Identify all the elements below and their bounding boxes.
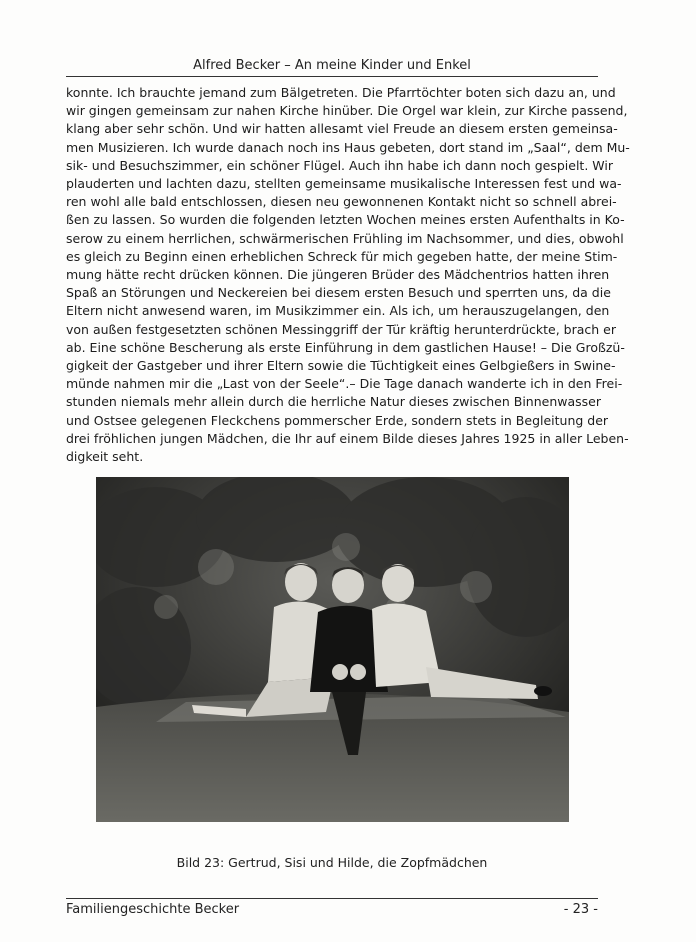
text-line: sik- und Besuchszimmer, ein schöner Flügel. Auch ihn habe ich dann noch gespielt. Wir [66, 157, 613, 173]
running-header: Alfred Becker – An meine Kinder und Enkel [193, 58, 471, 73]
footer-rule [66, 898, 598, 899]
text-line: gigkeit der Gastgeber und ihrer Eltern sowie die Tüchtigkeit eines Gelbgießers in Swine- [66, 358, 616, 374]
text-line: Spaß an Störungen und Neckereien bei diesem ersten Besuch und sperrten uns, da die [66, 285, 611, 301]
text-line: men Musizieren. Ich wurde danach noch ins Haus gebeten, dort stand im „Saal“, dem Mu- [66, 139, 630, 155]
historic-photo [96, 477, 569, 822]
photo-illustration [96, 477, 569, 822]
text-line: wir gingen gemeinsam zur nahen Kirche hinüber. Die Orgel war klein, zur Kirche passend, [66, 103, 628, 119]
text-line: konnte. Ich brauchte jemand zum Bälgetreten. Die Pfarrtöchter boten sich dazu an, und [66, 85, 616, 100]
text-line: von außen festgesetzten schönen Messinggriff der Tür kräftig herunterdrückte, brach er [66, 321, 616, 337]
text-line: plauderten und lachten dazu, stellten gemeinsame musikalische Interessen fest und wa- [66, 176, 622, 192]
text-line: serow zu einem herrlichen, schwärmerischen Frühling im Nachsommer, und dies, obwohl [66, 230, 624, 246]
text-line: stunden niemals mehr allein durch die herrliche Natur dieses zwischen Binnenwasser [66, 394, 601, 410]
body-paragraph [66, 84, 630, 466]
footer-title: Familiengeschichte Becker [66, 902, 240, 917]
text-line: digkeit seht. [66, 449, 144, 465]
page-number: - 23 - [563, 902, 598, 917]
text-line: münde nahmen mir die „Last von der Seele“.– Die Tage danach wanderte ich in den Frei- [66, 376, 623, 392]
text-line: und Ostsee gelegenen Fleckchens pommerscher Erde, sondern stets in Begleitung der [66, 412, 609, 428]
text-line: es gleich zu Beginn einen erheblichen Schreck für mich gegeben hatte, der meine Stim- [66, 248, 618, 264]
text-line: ab. Eine schöne Bescherung als erste Einführung in dem gastlichen Hause! – Die Großzü- [66, 339, 625, 355]
text-line: ßen zu lassen. So wurden die folgenden letzten Wochen meines ersten Aufenthalts in Ko- [66, 212, 625, 228]
text-line: Eltern nicht anwesend waren, im Musikzimmer ein. Als ich, um herauszugelangen, den [66, 303, 610, 319]
text-line: klang aber sehr schön. Und wir hatten allesamt viel Freude an diesem ersten gemeinsa- [66, 121, 618, 137]
text-line: ren wohl alle bald entschlossen, diesen neu gewonnenen Kontakt nicht so schnell abrei- [66, 194, 617, 210]
text-line: drei fröhlichen jungen Mädchen, die Ihr auf einem Bilde dieses Jahres 1925 in aller Leben- [66, 430, 629, 446]
photo-caption: Bild 23: Gertrud, Sisi und Hilde, die Zopfmädchen [176, 855, 488, 870]
header-rule [66, 76, 598, 77]
text-line: mung hätte recht drücken können. Die jüngeren Brüder des Mädchentrios hatten ihren [66, 267, 610, 283]
